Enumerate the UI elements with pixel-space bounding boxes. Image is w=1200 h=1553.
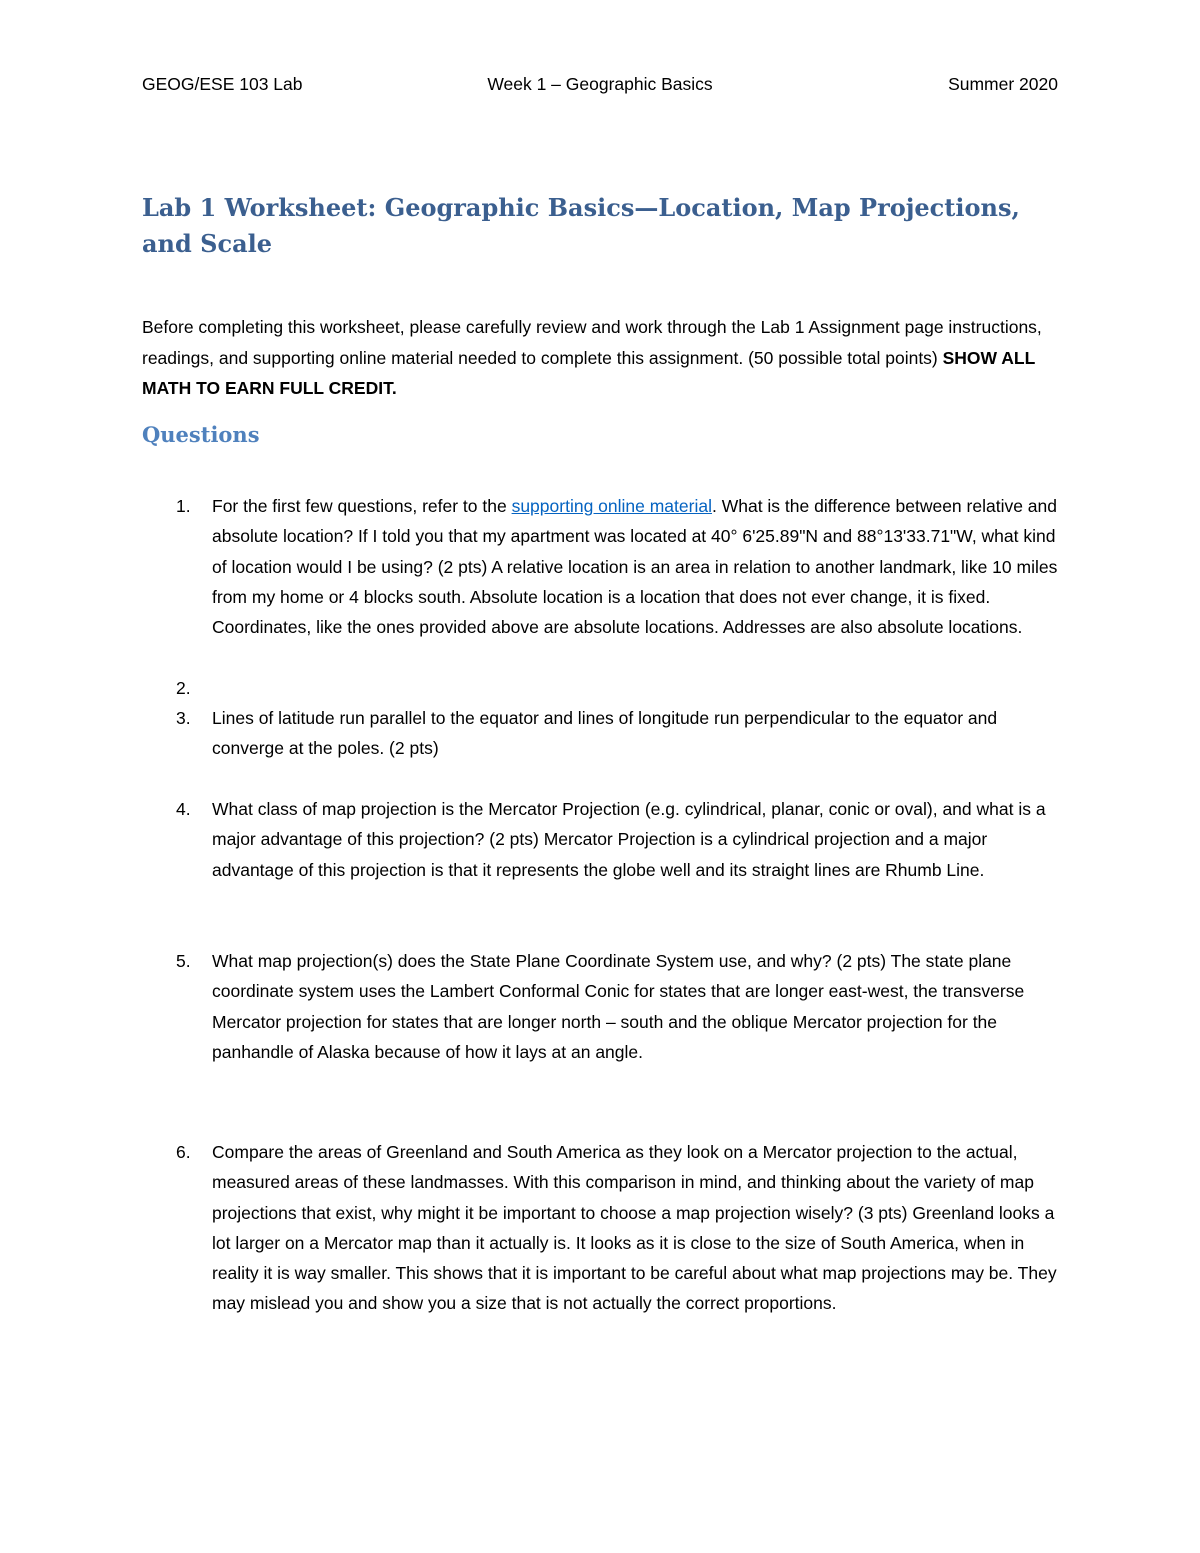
header-term: Summer 2020: [948, 74, 1058, 94]
question-text: Compare the areas of Greenland and South America as they look on a Mercator projection to the actual, measured areas of these landmasses. With this comparison in mind, and thinking about the variety of map projections that exist, why might it be important to choose a map projection wisely? (3 pts) Greenland looks a lot larger on a Mercator map than it actually is. It looks as it is close to the size of South America, when in reality it is way smaller. This shows that it is important to be careful about what map projections may be. They may mislead you and show you a size that is not actually the correct proportions.: [212, 1142, 1057, 1314]
page-header: [142, 74, 1058, 100]
header-course: GEOG/ESE 103 Lab: [142, 74, 303, 94]
header-week: Week 1 – Geographic Basics: [487, 74, 713, 94]
question-number: 6.: [176, 1142, 191, 1162]
question-text: What class of map projection is the Mercator Projection (e.g. cylindrical, planar, conic or oval), and what is a major advantage of this projection? (2 pts) Mercator Projection is a cylindrical projection and a major advantage of this projection is that it represents the globe well and its straight lines are Rhumb Line.: [212, 799, 1046, 880]
question-number: 5.: [176, 951, 191, 971]
question-number: 3.: [176, 708, 191, 728]
question-text: [212, 491, 1062, 642]
supporting-online-material-link[interactable]: supporting online material: [511, 496, 712, 516]
question-text: What map projection(s) does the State Plane Coordinate System use, and why? (2 pts) The state plane coordinate system uses the Lambert Conformal Conic for states that are longer east-west, the transverse Mercator projection for states that are longer north – south and the oblique Mercator projection for the panhandle of Alaska because of how it lays at an angle.: [212, 951, 1025, 1062]
question-1-body: . What is the difference between relative and absolute location? If I told you that my apartment was located at 40° 6'25.89"N and 88°13'33.71"W, what kind of location would I be using? (2 pts) A relative location is an area in relation to another landmark, like 10 miles from my home or 4 blocks south. Absolute location is a location that does not ever change, it is fixed. Coordinates, like the ones provided above are absolute locations. Addresses are also absolute locations.: [212, 496, 1058, 638]
question-text: Lines of latitude run parallel to the equator and lines of longitude run perpendicular to the equator and converge at the poles. (2 pts): [212, 708, 998, 759]
intro-paragraph: [142, 312, 1062, 404]
question-number: 4.: [176, 799, 191, 819]
intro-bold-instruction: SHOW ALL MATH TO EARN FULL CREDIT.: [142, 347, 1035, 398]
question-1-intro: For the first few questions, refer to the: [212, 496, 512, 516]
questions-heading: Questions: [142, 422, 260, 447]
intro-text: Before completing this worksheet, please carefully review and work through the Lab 1 Assignment page instructions, readings, and supporting online material needed to complete this assignment. (50 possible total points): [142, 317, 1042, 368]
worksheet-title: Lab 1 Worksheet: Geographic Basics—Location, Map Projections, and Scale: [142, 193, 1020, 258]
question-number: 2.: [176, 678, 191, 698]
question-number: 1.: [176, 496, 191, 516]
